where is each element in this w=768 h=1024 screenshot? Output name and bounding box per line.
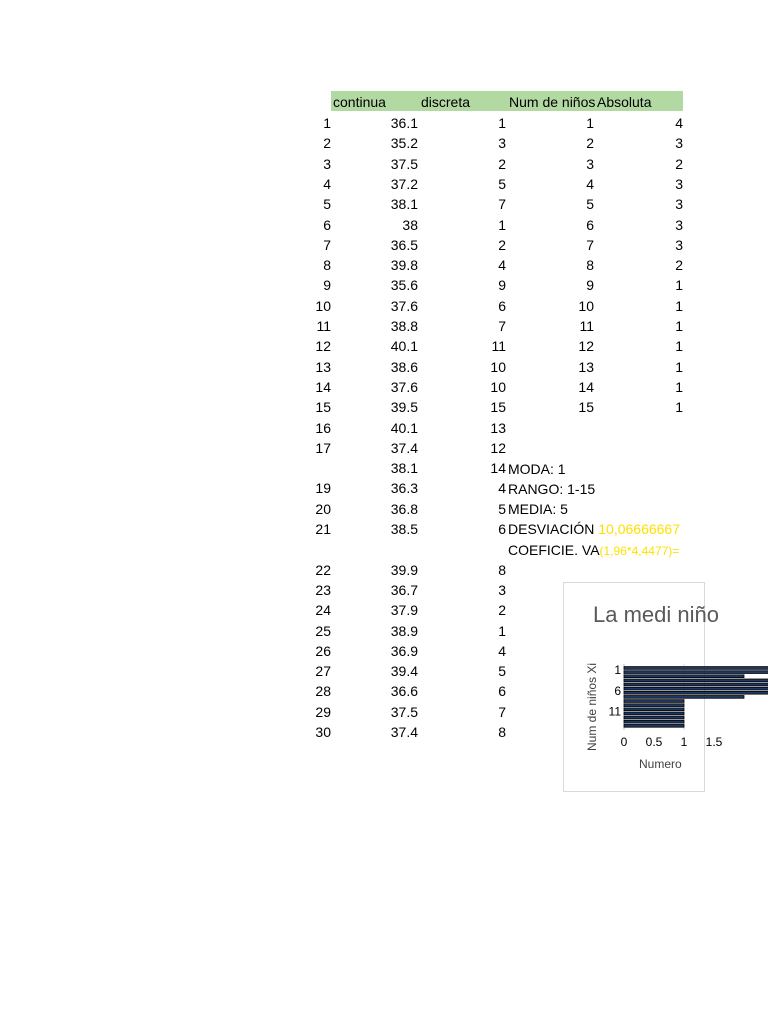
cell-discreta[interactable]: 5 <box>498 500 506 517</box>
cell-xi[interactable]: 1 <box>586 115 594 131</box>
cell-discreta[interactable]: 10 <box>490 378 506 395</box>
chart-plot <box>564 583 723 791</box>
cell-xi[interactable]: 11 <box>579 318 594 334</box>
cell-continua[interactable]: 38.1 <box>390 196 418 213</box>
cell-discreta[interactable]: 4 <box>498 480 506 497</box>
chart-bar[interactable] <box>624 683 768 686</box>
bar-chart[interactable] <box>563 582 723 792</box>
cell-xi[interactable]: 13 <box>578 358 594 375</box>
chart-y-tick: 1 <box>614 663 621 678</box>
cell-index[interactable]: 30 <box>315 724 331 740</box>
cell-discreta[interactable]: 8 <box>498 561 506 578</box>
chart-y-tick: 11 <box>608 704 621 719</box>
cell-xi[interactable]: 8 <box>586 257 594 274</box>
cell-absoluta[interactable]: 2 <box>675 257 683 274</box>
cell-continua[interactable]: 38.9 <box>390 622 418 639</box>
chart-bar[interactable] <box>624 687 768 690</box>
cell-index[interactable]: 25 <box>315 622 331 639</box>
cell-discreta[interactable]: 7 <box>498 196 506 213</box>
cell-continua[interactable]: 35.6 <box>390 277 418 294</box>
cell-discreta[interactable]: 6 <box>498 297 506 314</box>
cell-xi[interactable]: 10 <box>578 297 594 314</box>
cell-continua[interactable]: 39.4 <box>390 663 418 680</box>
coef-label: COEFICIE. VA <box>508 542 600 558</box>
cell-absoluta[interactable]: 1 <box>675 338 683 355</box>
cell-absoluta[interactable]: 3 <box>675 216 683 233</box>
cell-continua[interactable]: 37.6 <box>390 297 418 314</box>
chart-bar[interactable] <box>624 691 768 694</box>
cell-index[interactable]: 9 <box>323 277 331 294</box>
cell-discreta[interactable]: 3 <box>498 581 506 598</box>
cell-absoluta[interactable]: 2 <box>675 155 683 172</box>
cell-index[interactable]: 19 <box>315 480 331 497</box>
stat-moda[interactable]: MODA: 1 <box>508 461 566 477</box>
cell-continua[interactable]: 39.9 <box>390 561 418 578</box>
cell-absoluta[interactable]: 3 <box>675 175 683 192</box>
cell-continua[interactable]: 38.5 <box>390 521 418 537</box>
cell-discreta[interactable]: 10 <box>490 358 506 375</box>
chart-bar[interactable] <box>624 724 684 727</box>
stat-media[interactable]: MEDIA: 5 <box>508 501 568 517</box>
cell-discreta[interactable]: 7 <box>498 703 506 720</box>
cell-index[interactable]: 21 <box>315 521 331 537</box>
cell-continua[interactable]: 36.8 <box>390 500 418 517</box>
chart-bar[interactable] <box>624 671 768 674</box>
cell-discreta[interactable]: 13 <box>490 419 506 436</box>
cell-index[interactable]: 14 <box>315 378 331 395</box>
chart-y-label: Num de niños Xi <box>585 662 599 751</box>
stat-coeficiente[interactable] <box>508 542 679 559</box>
cell-discreta[interactable]: 15 <box>490 399 506 416</box>
cell-xi[interactable]: 5 <box>586 196 594 213</box>
header-discreta[interactable]: discreta <box>421 94 471 110</box>
cell-index[interactable]: 8 <box>323 257 331 274</box>
cell-discreta[interactable]: 9 <box>498 277 506 294</box>
cell-continua[interactable]: 38.8 <box>390 318 418 334</box>
cell-discreta[interactable]: 7 <box>498 318 506 334</box>
cell-discreta[interactable]: 6 <box>498 521 506 537</box>
cell-absoluta[interactable]: 1 <box>675 378 683 395</box>
cell-discreta[interactable]: 1 <box>498 115 506 131</box>
cell-continua[interactable]: 37.4 <box>390 439 418 456</box>
cell-continua[interactable]: 40.1 <box>390 419 418 436</box>
cell-discreta[interactable]: 11 <box>491 338 506 355</box>
cell-continua[interactable]: 39.5 <box>390 399 418 416</box>
cell-discreta[interactable]: 14 <box>490 460 506 477</box>
cell-continua[interactable]: 37.5 <box>390 703 418 720</box>
chart-bar[interactable] <box>624 679 768 682</box>
cell-index[interactable]: 2 <box>323 135 331 152</box>
coef-value: (1,96*4,4477)= <box>599 544 680 558</box>
header-continua[interactable]: continua <box>333 94 386 110</box>
cell-continua[interactable]: 36.5 <box>390 236 418 253</box>
chart-bar[interactable] <box>624 696 744 699</box>
cell-discreta[interactable]: 4 <box>498 257 506 274</box>
cell-index[interactable]: 28 <box>315 683 331 700</box>
cell-discreta[interactable]: 3 <box>498 135 506 152</box>
cell-continua[interactable]: 38.1 <box>390 460 418 477</box>
cell-index[interactable]: 7 <box>323 236 331 253</box>
cell-xi[interactable]: 9 <box>586 277 594 294</box>
cell-continua[interactable]: 37.6 <box>390 378 418 395</box>
cell-continua[interactable]: 40.1 <box>390 338 418 355</box>
cell-index[interactable]: 11 <box>316 318 331 334</box>
cell-absoluta[interactable]: 3 <box>675 236 683 253</box>
cell-index[interactable]: 15 <box>315 399 331 416</box>
cell-discreta[interactable]: 2 <box>498 602 506 619</box>
chart-bar[interactable] <box>624 675 744 678</box>
cell-xi[interactable]: 3 <box>586 155 594 172</box>
chart-y-tick: 6 <box>614 683 621 698</box>
cell-absoluta[interactable]: 1 <box>675 399 683 416</box>
header-num-ninos[interactable]: Num de niños <box>509 94 596 110</box>
cell-continua[interactable]: 36.1 <box>390 115 418 131</box>
cell-index[interactable]: 5 <box>323 196 331 213</box>
chart-bar[interactable] <box>624 720 684 723</box>
chart-bar[interactable] <box>624 704 684 707</box>
cell-discreta[interactable]: 1 <box>498 216 506 233</box>
desviacion-label: DESVIACIÓN <box>508 521 595 537</box>
cell-xi[interactable]: 15 <box>578 399 594 416</box>
cell-absoluta[interactable]: 4 <box>675 115 683 131</box>
cell-continua[interactable]: 37.2 <box>390 175 418 192</box>
cell-index[interactable]: 20 <box>315 500 331 517</box>
cell-index[interactable]: 29 <box>315 703 331 720</box>
cell-absoluta[interactable]: 3 <box>675 135 683 152</box>
cell-xi[interactable]: 7 <box>586 236 594 253</box>
header-absoluta[interactable]: Absoluta <box>597 94 652 110</box>
cell-index[interactable]: 27 <box>315 663 331 680</box>
cell-xi[interactable]: 2 <box>586 135 594 152</box>
cell-index[interactable]: 26 <box>315 642 331 659</box>
cell-xi[interactable]: 4 <box>586 175 594 192</box>
cell-continua[interactable]: 36.3 <box>390 480 418 497</box>
chart-x-label: Numero <box>639 757 682 771</box>
cell-continua[interactable]: 38 <box>402 216 418 233</box>
cell-discreta[interactable]: 1 <box>498 622 506 639</box>
cell-index[interactable]: 22 <box>315 561 331 578</box>
chart-bar[interactable] <box>624 712 684 715</box>
cell-discreta[interactable]: 2 <box>498 155 506 172</box>
cell-continua[interactable]: 37.5 <box>390 155 418 172</box>
cell-continua[interactable]: 39.8 <box>390 257 418 274</box>
cell-discreta[interactable]: 5 <box>498 175 506 192</box>
cell-index[interactable]: 13 <box>315 358 331 375</box>
cell-absoluta[interactable]: 1 <box>675 358 683 375</box>
cell-continua[interactable]: 35.2 <box>390 135 418 152</box>
chart-bar[interactable] <box>624 716 684 719</box>
cell-index[interactable]: 6 <box>323 216 331 233</box>
cell-xi[interactable]: 12 <box>578 338 594 355</box>
chart-bar[interactable] <box>624 667 768 670</box>
cell-continua[interactable]: 36.6 <box>390 683 418 700</box>
cell-discreta[interactable]: 4 <box>498 642 506 659</box>
cell-xi[interactable]: 6 <box>586 216 594 233</box>
cell-index[interactable]: 3 <box>323 155 331 172</box>
cell-absoluta[interactable]: 1 <box>675 277 683 294</box>
chart-x-tick: 1.5 <box>705 735 723 749</box>
cell-continua[interactable]: 36.9 <box>390 642 418 659</box>
cell-index[interactable]: 24 <box>315 602 331 619</box>
chart-x-tick: 1 <box>680 735 688 749</box>
cell-index[interactable]: 4 <box>323 175 331 192</box>
chart-bar[interactable] <box>624 700 684 703</box>
cell-discreta[interactable]: 5 <box>498 663 506 680</box>
cell-continua[interactable]: 38.6 <box>390 358 418 375</box>
cell-index[interactable]: 16 <box>315 419 331 436</box>
cell-absoluta[interactable]: 3 <box>675 196 683 213</box>
cell-index[interactable]: 23 <box>315 581 331 598</box>
cell-continua[interactable]: 37.4 <box>390 724 418 740</box>
chart-x-tick: 0 <box>620 735 628 749</box>
stat-desviacion[interactable] <box>508 521 680 537</box>
chart-bar[interactable] <box>624 708 684 711</box>
chart-x-tick: 0.5 <box>645 735 663 749</box>
cell-index[interactable]: 10 <box>315 297 331 314</box>
cell-continua[interactable]: 36.7 <box>390 581 418 598</box>
cell-index[interactable]: 12 <box>315 338 331 355</box>
stat-rango[interactable]: RANGO: 1-15 <box>508 481 596 497</box>
cell-discreta[interactable]: 6 <box>498 683 506 700</box>
cell-discreta[interactable]: 8 <box>498 724 506 740</box>
cell-xi[interactable]: 14 <box>578 378 594 395</box>
cell-index[interactable]: 17 <box>315 439 331 456</box>
desviacion-value: 10,06666667 <box>598 521 681 537</box>
cell-index[interactable]: 1 <box>323 115 331 131</box>
chart-title: La medi niño <box>593 602 719 627</box>
cell-discreta[interactable]: 2 <box>498 236 506 253</box>
cell-continua[interactable]: 37.9 <box>390 602 418 619</box>
cell-absoluta[interactable]: 1 <box>675 318 683 334</box>
cell-absoluta[interactable]: 1 <box>675 297 683 314</box>
cell-discreta[interactable]: 12 <box>490 439 506 456</box>
